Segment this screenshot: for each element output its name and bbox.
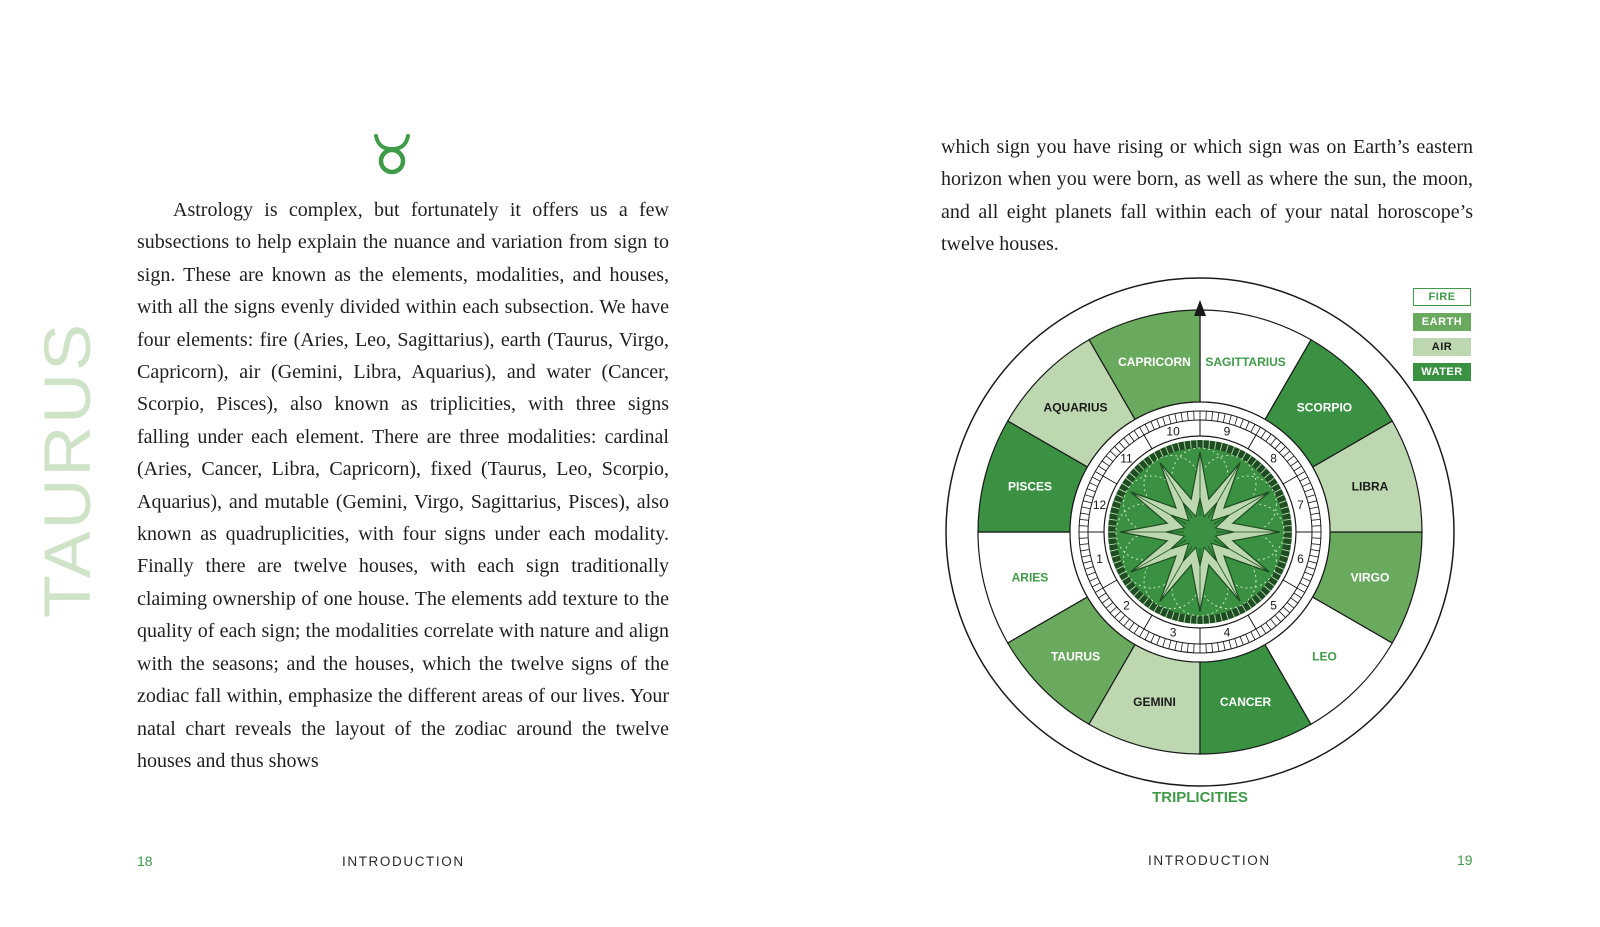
legend-fire: FIRE [1413, 288, 1471, 306]
figure-caption: TRIPLICITIES [1152, 789, 1248, 806]
sign-label: VIRGO [1350, 570, 1390, 585]
sign-label: PISCES [1007, 479, 1053, 494]
house-number: 3 [1169, 625, 1177, 640]
house-number: 5 [1270, 598, 1277, 613]
inner-tick [1284, 526, 1292, 527]
house-number: 12 [1092, 498, 1107, 513]
house-number: 4 [1223, 625, 1231, 640]
house-number: 11 [1120, 451, 1133, 466]
sign-label: LIBRA [1351, 479, 1389, 494]
sign-label: SAGITTARIUS [1205, 354, 1286, 369]
side-title [30, 318, 104, 618]
house-number: 7 [1297, 498, 1304, 513]
inner-tick [1108, 538, 1116, 539]
triplicities-wheel [940, 270, 1460, 810]
sign-label: CAPRICORN [1118, 354, 1191, 369]
legend-water: WATER [1413, 363, 1471, 381]
house-number: 9 [1223, 424, 1231, 439]
sign-label: LEO [1312, 649, 1337, 664]
legend-earth: EARTH [1413, 313, 1471, 331]
page-number-left: 18 [137, 853, 153, 869]
page-number-right: 19 [1457, 852, 1473, 868]
left-page-body [137, 194, 669, 777]
sign-label: GEMINI [1133, 695, 1176, 710]
inner-tick [1284, 538, 1292, 539]
inner-tick [1108, 526, 1116, 527]
house-number: 2 [1123, 598, 1130, 613]
sign-label: ARIES [1011, 570, 1049, 585]
element-legend [1413, 288, 1471, 388]
body-paragraph-continued: which sign you have rising or which sign was on Earth’s eastern horizon when you were born, as well as where the sun, the moon, and all eight planets fall within each of your natal horoscope’s twelve houses. [941, 136, 1473, 256]
right-page-body [941, 131, 1473, 261]
side-title-text: TAURUS [30, 339, 104, 618]
house-number: 1 [1096, 551, 1103, 566]
legend-air: AIR [1413, 338, 1471, 356]
running-head-left: INTRODUCTION [342, 854, 465, 869]
taurus-glyph-icon [372, 132, 412, 176]
house-number: 6 [1297, 551, 1304, 566]
sign-label: SCORPIO [1296, 400, 1353, 415]
house-number: 10 [1166, 424, 1180, 439]
sign-label: CANCER [1219, 695, 1272, 710]
body-paragraph: Astrology is complex, but fortunately it offers us a few subsections to help explain the nuance and variation from sign to sign. These are known as the elements, modalities, and houses, with all the signs evenly divided within each subsection. We have four elements: fire (Aries, Leo, Sagittarius), earth (Taurus, Virgo, Capricorn), air (Gemini, Libra, Aquarius), and water (Cancer, Scorpio, Pisces), also known as triplicities, with three signs falling under each element. There are three modalities: cardinal (Aries, Cancer, Libra, Capricorn), fixed (Taurus, Leo, Scorpio, Aquarius), and mutable (Gemini, Virgo, Sagittarius, Pisces), also known as quadruplicities, with four signs under each modality. Finally there are twelve houses, with each sign traditionally claiming ownership of one house. The elements add texture to the quality of each sign; the modalities correlate with nature and align with the seasons; and the houses, which the twelve signs of the zodiac fall within, emphasize the different areas of our lives. Your natal chart reveals the layout of the zodiac around the twelve houses and thus shows [137, 199, 669, 772]
sign-label: AQUARIUS [1043, 400, 1108, 415]
running-head-right: INTRODUCTION [1148, 853, 1271, 868]
sign-label: TAURUS [1050, 649, 1101, 664]
house-number: 8 [1270, 451, 1277, 466]
